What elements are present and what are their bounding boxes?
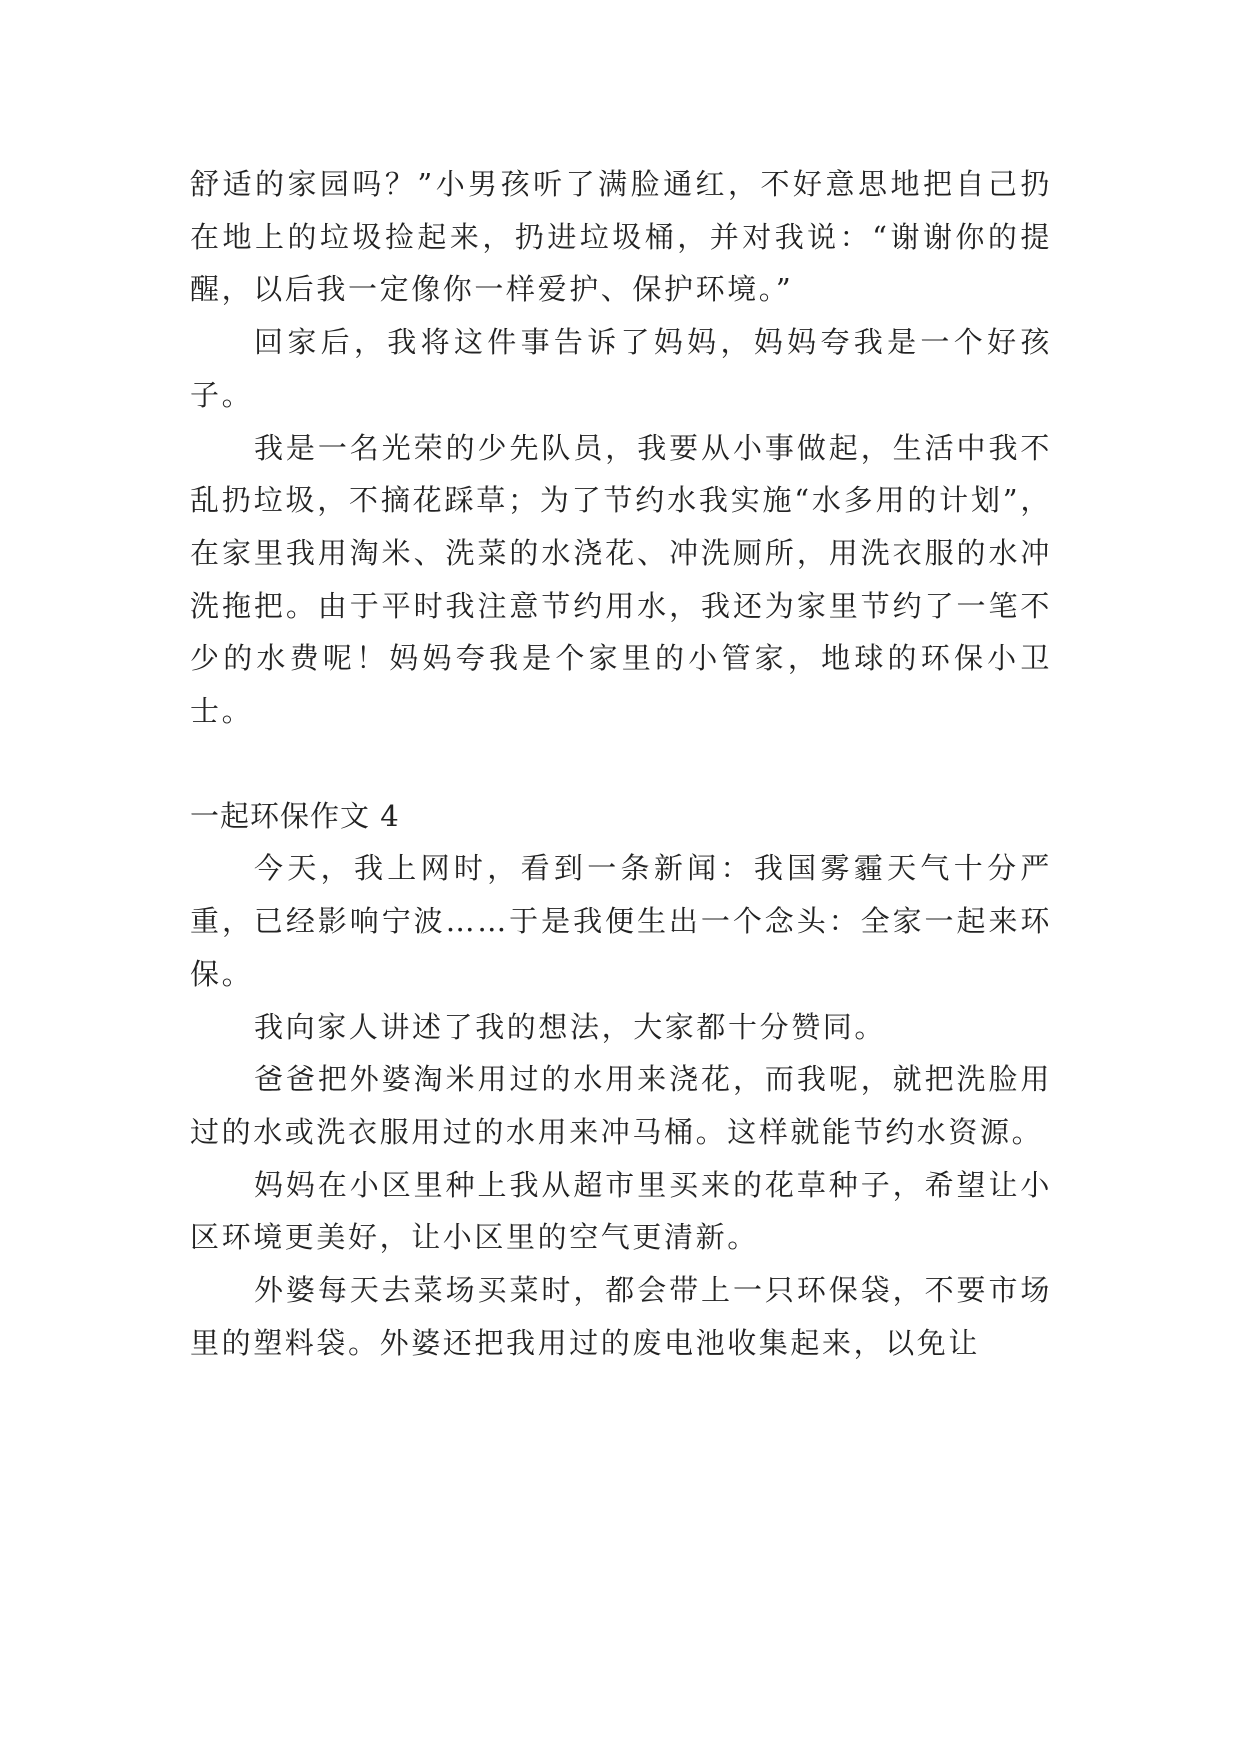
paragraph-4: 今天，我上网时，看到一条新闻：我国雾霾天气十分严重，已经影响宁波……于是我便生出一个念头：全家一起来环保。 — [190, 851, 1052, 991]
document-body — [190, 158, 1052, 1369]
paragraph-1: 舒适的家园吗？”小男孩听了满脸通红，不好意思地把自己扔在地上的垃圾捡起来，扔进垃圾桶，并对我说：“谢谢你的提醒，以后我一定像你一样爱护、保护环境。” — [190, 167, 1052, 307]
paragraph-3: 我是一名光荣的少先队员，我要从小事做起，生活中我不乱扔垃圾，不摘花踩草；为了节约水我实施“水多用的计划”，在家里我用淘米、洗菜的水浇花、冲洗厕所，用洗衣服的水冲洗拖把。由于平时我注意节约用水，我还为家里节约了一笔不少的水费呢！妈妈夸我是个家里的小管家，地球的环保小卫士。 — [190, 430, 1052, 729]
paragraph-5: 我向家人讲述了我的想法，大家都十分赞同。 — [254, 1009, 887, 1044]
paragraph-8: 外婆每天去菜场买菜时，都会带上一只环保袋，不要市场里的塑料袋。外婆还把我用过的废电池收集起来，以免让 — [190, 1273, 1052, 1360]
section-title: 一起环保作文 4 — [190, 798, 400, 833]
paragraph-2: 回家后，我将这件事告诉了妈妈，妈妈夸我是一个好孩子。 — [190, 325, 1052, 412]
paragraph-7: 妈妈在小区里种上我从超市里买来的花草种子，希望让小区环境更美好，让小区里的空气更清新。 — [190, 1167, 1052, 1255]
paragraph-6: 爸爸把外婆淘米用过的水用来浇花，而我呢，就把洗脸用过的水或洗衣服用过的水用来冲马桶。这样就能节约水资源。 — [190, 1062, 1052, 1149]
